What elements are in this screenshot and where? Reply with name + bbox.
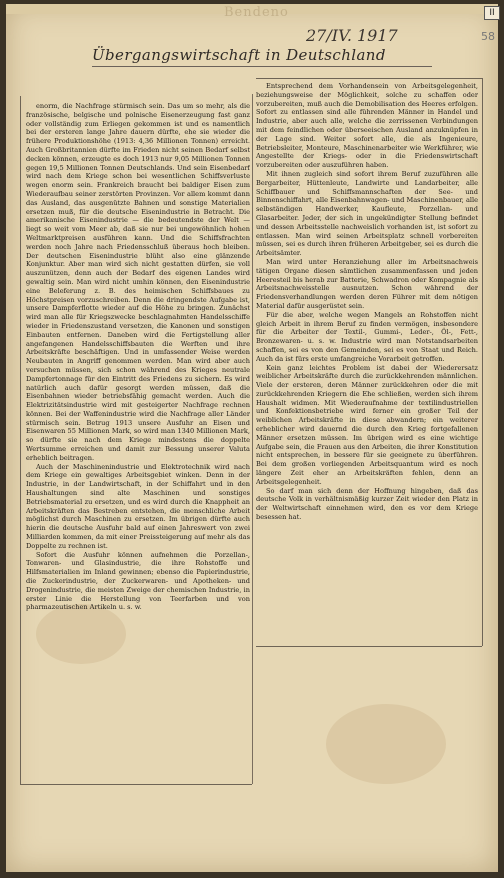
- column-divider: [252, 94, 253, 784]
- handwritten-date: 27/IV. 1917: [306, 26, 398, 45]
- paragraph: enorm, die Nachfrage stürmisch sein. Das um so mehr, als die französische, belgische und polnische Eisenerzeugung fast ganz oder vollständig zum Erliegen gekommen ist und es namentlich bei der ersteren lange Jahre dauern dürfte, ehe sie wieder die frühere Produktionshöhe (1913: 4,36 Millionen Tonnen) erreicht. Auch Großbritannien dürfte im Frieden nicht seinen Bedarf selbst decken können, erzeugte es doch 1913 nur 9,05 Millionen Tonnen gegen 19,5 Millionen Tonnen Deutschlands. Und sein Eisenbedarf wird nach dem Kriege schon bei wesentlichen Schiffsverluste wegen enorm sein. Frankreich braucht bei baldiger Eisen zum Wiederaufbau seiner zerstörten Provinzen. Vor allem kommt dann das Ausland, das ausgenützte Bahnen und sonstige Materialien ersetzen muß, für die deutsche Eisenindustrie in Betracht. Die amerikanische Eisenindustrie — die bedeutendste der Welt — liegt so weit vom Meer ab, daß sie nur bei ungewöhnlich hohen Weltmarktpreisen ausführen kann. Und die Schiffsfrachten werden noch Jahre nach Friedensschluß überaus hoch bleiben. Der deutschen Eisenindustrie blüht also eine glänzende Konjunktur. Aber man wird sich nicht gestatten dürfen, sie voll auszunützen, denn auch der Bedarf des eigenen Landes wird gewaltig sein. Man wird nicht umhin können, den Eisenindustrie eine Beleferung z. B. des heimischen Schiffsbaues zu Höchstpreisen vorzuschreiben. Denn die dringendste Aufgabe ist, unsere Dampferflotte wieder auf die Höhe zu bringen. Zunächst wird man alle für Kriegszwecke beschlagnahmten Handelsschiffe wieder in Friedenszustand versetzen, die Kanonen und sonstigen Einbauten entfernen. Daneben wird die Fertigstellung aller angefangenen Handelsschiffsbauten die Werften und ihre Arbeitskräfte beschäftigen. Und in umfassender Weise werden Neubauten in Angriff genommen werden. Man wird aber auch versuchen müssen, sich schon während des Krieges neutrale Dampfertonnage für den Eintritt des Friedens zu sichern. Es wird natürlich auch dafür gesorgt werden müssen, daß die Eisenbahnen wieder betriebsfähig gemacht werden. Auch die Elektrizitätsindustrie wird mit gesteigerter Nachfrage rechnen können. Bei der Waffenindustrie wird die Nachfrage aller Länder stürmisch sein. Betrug 1913 unsere Ausfuhr an Eisen und Eisenwaren 55 Millionen Mark, so wird man 1340 Millionen Mark, so dürfte sie nach dem Kriege mindestens die doppelte Wertsumme erreichen und damit zur Bessung unserer Valuta erheblich beitragen.: [26, 102, 250, 462]
- clipping-edge-right: [482, 78, 483, 646]
- paragraph: Man wird unter Heranziehung aller im Arbeitsnachweis tätigen Organe diesen sämtlichen zusammenfassen und jeden Heeresteil bis herab zur Batterie, Schwadron oder Kompagnie als Arbeitsnachweisstelle ausnutzen. Schon während der Friedensverhandlungen werden deren Führer mit dem nötigen Material dafür ausgerüstet sein.: [256, 257, 478, 310]
- newspaper-clipping-sheet: [6, 4, 498, 872]
- clipping-edge-left: [20, 96, 21, 784]
- clipping-edge-bottom-right: [256, 646, 482, 647]
- paper-stain: [326, 704, 446, 784]
- page-number: 58: [481, 30, 495, 43]
- paragraph: Kein ganz leichtes Problem ist dabei der Wiederersatz weiblicher Arbeitskräfte durch die zurückkehrenden männlichen. Viele der ersteren, deren Männer zurückkehren oder die mit zurückkehrenden Kriegern die Ehe schließen, werden sich ihrem Haushalt widmen. Mit Wiederaufnahme der textilindustriellen und Konfektionsbetriebe wird ferner ein großer Teil der weiblichen Arbeitskräfte in diese abwandern; ein weiterer erheblicher wird dauernd die durch den Krieg fortgefallenen Männer ersetzen müssen. Im übrigen wird es eine wichtige Aufgabe sein, die Frauen aus den Arbeiten, die ihrer Konstitution nicht entsprechen, in bessere für sie geeignete zu überführen. Bei dem großen vorliegenden Arbeitsquantum wird es noch längere Zeit eher an Arbeitskräften fehlen, denn an Arbeitsgelegenheit.: [256, 363, 478, 486]
- paragraph: Mit ihnen zugleich sind sofort ihrem Beruf zuzuführen alle Bergarbeiter, Hüttenleute, Landwirte und Landarbeiter, alle Schiffbauer und Schiffsmannschaften der See- und Binnenschiffahrt, alle Eisenbahnwagen- und Maschinenbauer, alle selbständigen Handwerker, Kaufleute, Porzellan- und Glasarbeiter. Jeder, der sich in ungekündigter Stellung befindet und dessen Arbeitsstelle nachweislich vorhanden ist, ist sofort zu entlassen. Man wird seinen Arbeitsplatz schnell vorbereiten müssen, sei es durch ihren früheren Arbeitgeber, sei es durch die Arbeitsämter.: [256, 169, 478, 258]
- paragraph: Sofort die Ausfuhr können aufnehmen die Porzellan-, Tonwaren- und Glasindustrie, die ihre Rohstoffe und Hilfsmaterialien im Inland gewinnen; ebenso die Papierindustrie, die Zuckerindustrie, der Zuckerwaren- und Apotheken- und Drogenindustrie, die meisten Zweige der chemischen Industrie, in erster Linie die Herstellung von Teerfarben und von pharmazeutischen Artikeln u. s. w.: [26, 550, 250, 612]
- text-column-left: [26, 102, 250, 782]
- newspaper-masthead-fragment: Bendeno: [224, 5, 289, 20]
- paragraph: Entsprechend dem Vorhandensein von Arbeitsgelegenheit, beziehungsweise der Möglichkeit, solche zu schaffen oder vorzubereiten, muß auch die Demobilisation des Heeres erfolgen. Sofort zu entlassen sind alle führenden Männer in Handel und Industrie, aber auch alle, welche die zerrissenen Verbindungen mit dem feindlichen oder überseeischen Ausland anzuknüpfen in der Lage sind. Weiter sofort alle, die als Ingenieure, Betriebsleiter, Monteure, Maschinenarbeiter wie Werkführer, wie Angestellte der Kriegs- oder in die Friedenswirtschaft vorzubereiten oder auszuführen haben.: [256, 82, 478, 170]
- clipping-edge-bottom-left: [20, 784, 252, 785]
- paragraph: Auch der Maschinenindustrie und Elektrotechnik wird nach dem Kriege ein gewaltiges Arbeitsgebiet winken. Denn in der Industrie, in der Landwirtschaft, in der Schiffahrt und in den Haushaltungen sind alte Maschinen und sonstiges Betriebsmaterial zu ersetzen, und es wird durch die Knappheit an Arbeitskräften das Bestreben entstehen, die menschliche Arbeit möglichst durch Maschinen zu ersetzen. Im übrigen dürfte auch hierin die deutsche Ausfuhr bald auf einen Jahreswert von zwei Milliarden kommen, da mit einer Preissteigerung auf mehr als das Doppelte zu rechnen ist.: [26, 462, 250, 550]
- text-column-right: [256, 82, 478, 642]
- clipping-edge-top-right: [256, 78, 482, 79]
- handwritten-heading: Übergangswirtschaft in Deutschland: [92, 46, 432, 67]
- paragraph: So darf man sich denn der Hoffnung hingeben, daß das deutsche Volk in verhältnismäßig kurzer Zeit wieder den Platz in der Weltwirtschaft einnehmen wird, den es vor dem Kriege besessen hat.: [256, 486, 478, 522]
- corner-tab-label: II: [484, 6, 500, 20]
- paragraph: Für die aber, welche wegen Mangels an Rohstoffen nicht gleich Arbeit in ihrem Beruf zu finden vermögen, insbesondere für die Arbeiter der Textil-, Gummi-, Leder-, Öl-, Fett-, Bronzewaren- u. s. w. Industrie wird man Notstandsarbeiten schaffen, sei es von den Gemeinden, sei es von Staat und Reich. Auch da ist fürs erste umfangreiche Vorarbeit getroffen.: [256, 310, 478, 363]
